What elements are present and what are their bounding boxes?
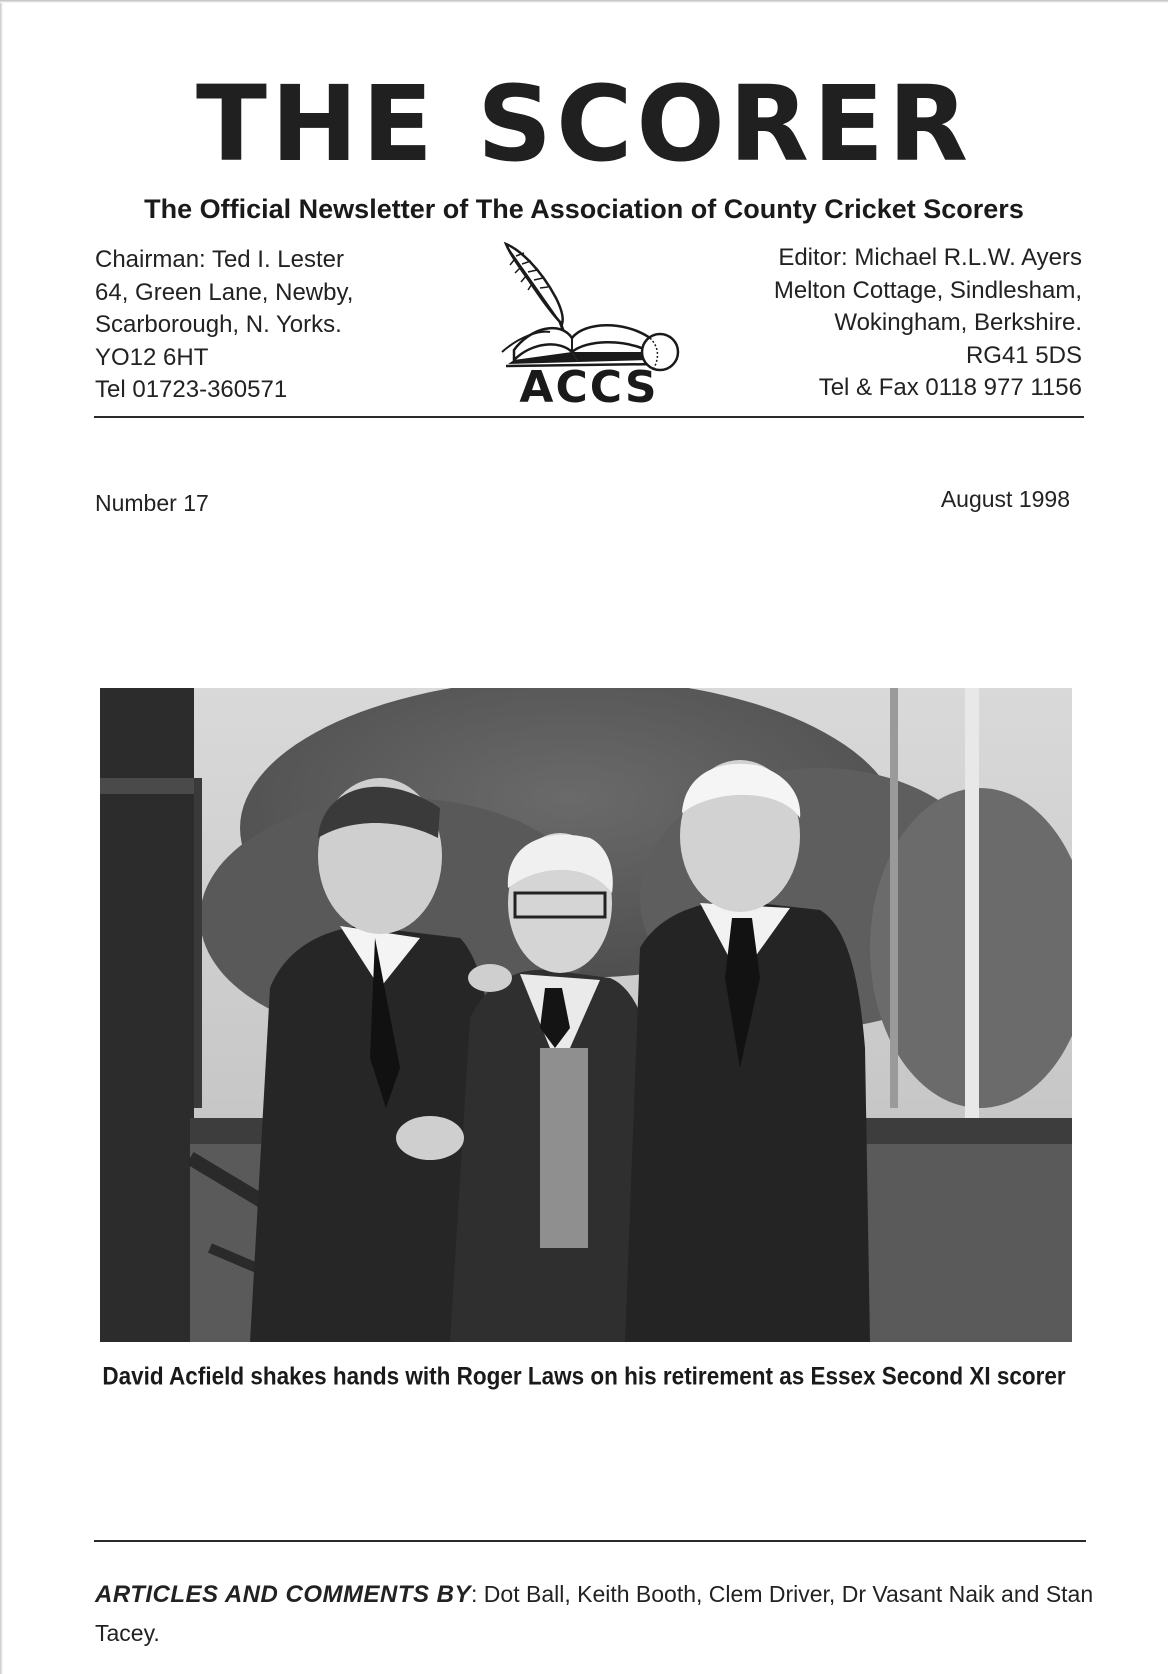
issue-date: August 1998: [940, 486, 1070, 512]
editor-line: Editor: Michael R.L.W. Ayers: [778, 244, 1082, 271]
editor-line: Tel & Fax 0118 977 1156: [818, 374, 1082, 401]
articles-credits: [95, 1575, 1095, 1652]
editor-contact: [774, 242, 1082, 405]
issue-number: Number 17: [95, 490, 209, 516]
editor-line: RG41 5DS: [965, 341, 1082, 369]
editor-line: Wokingham, Berkshire.: [834, 309, 1082, 336]
page-edge-top: [0, 0, 1168, 3]
cover-photo: [100, 688, 1072, 1342]
header-divider: [94, 416, 1084, 418]
masthead-subtitle: The Official Newsletter of The Association of County Cricket Scorers: [144, 194, 1024, 224]
photo-caption: David Acfield shakes hands with Roger Laws on his retirement as Essex Second XI scorer: [102, 1362, 1066, 1391]
editor-line: Melton Cottage, Sindlesham,: [773, 276, 1082, 304]
articles-label: ARTICLES AND COMMENTS BY: [95, 1581, 472, 1608]
chairman-line: Tel 01723-360571: [95, 376, 288, 403]
footer-divider: [94, 1540, 1086, 1542]
masthead-title: THE SCORER: [195, 63, 973, 185]
articles-names: : Dot Ball, Keith Booth, Clem Driver, Dr Vasant Naik and Stan Tacey.: [95, 1581, 1094, 1646]
logo-text: ACCS: [519, 362, 659, 413]
chairman-contact: [95, 244, 353, 407]
chairman-line: Chairman: Ted I. Lester: [95, 246, 345, 273]
chairman-line: Scarborough, N. Yorks.: [95, 311, 342, 338]
chairman-line: YO12 6HT: [95, 343, 209, 371]
page-edge: [0, 0, 3, 1674]
chairman-line: 64, Green Lane, Newby,: [95, 278, 354, 306]
